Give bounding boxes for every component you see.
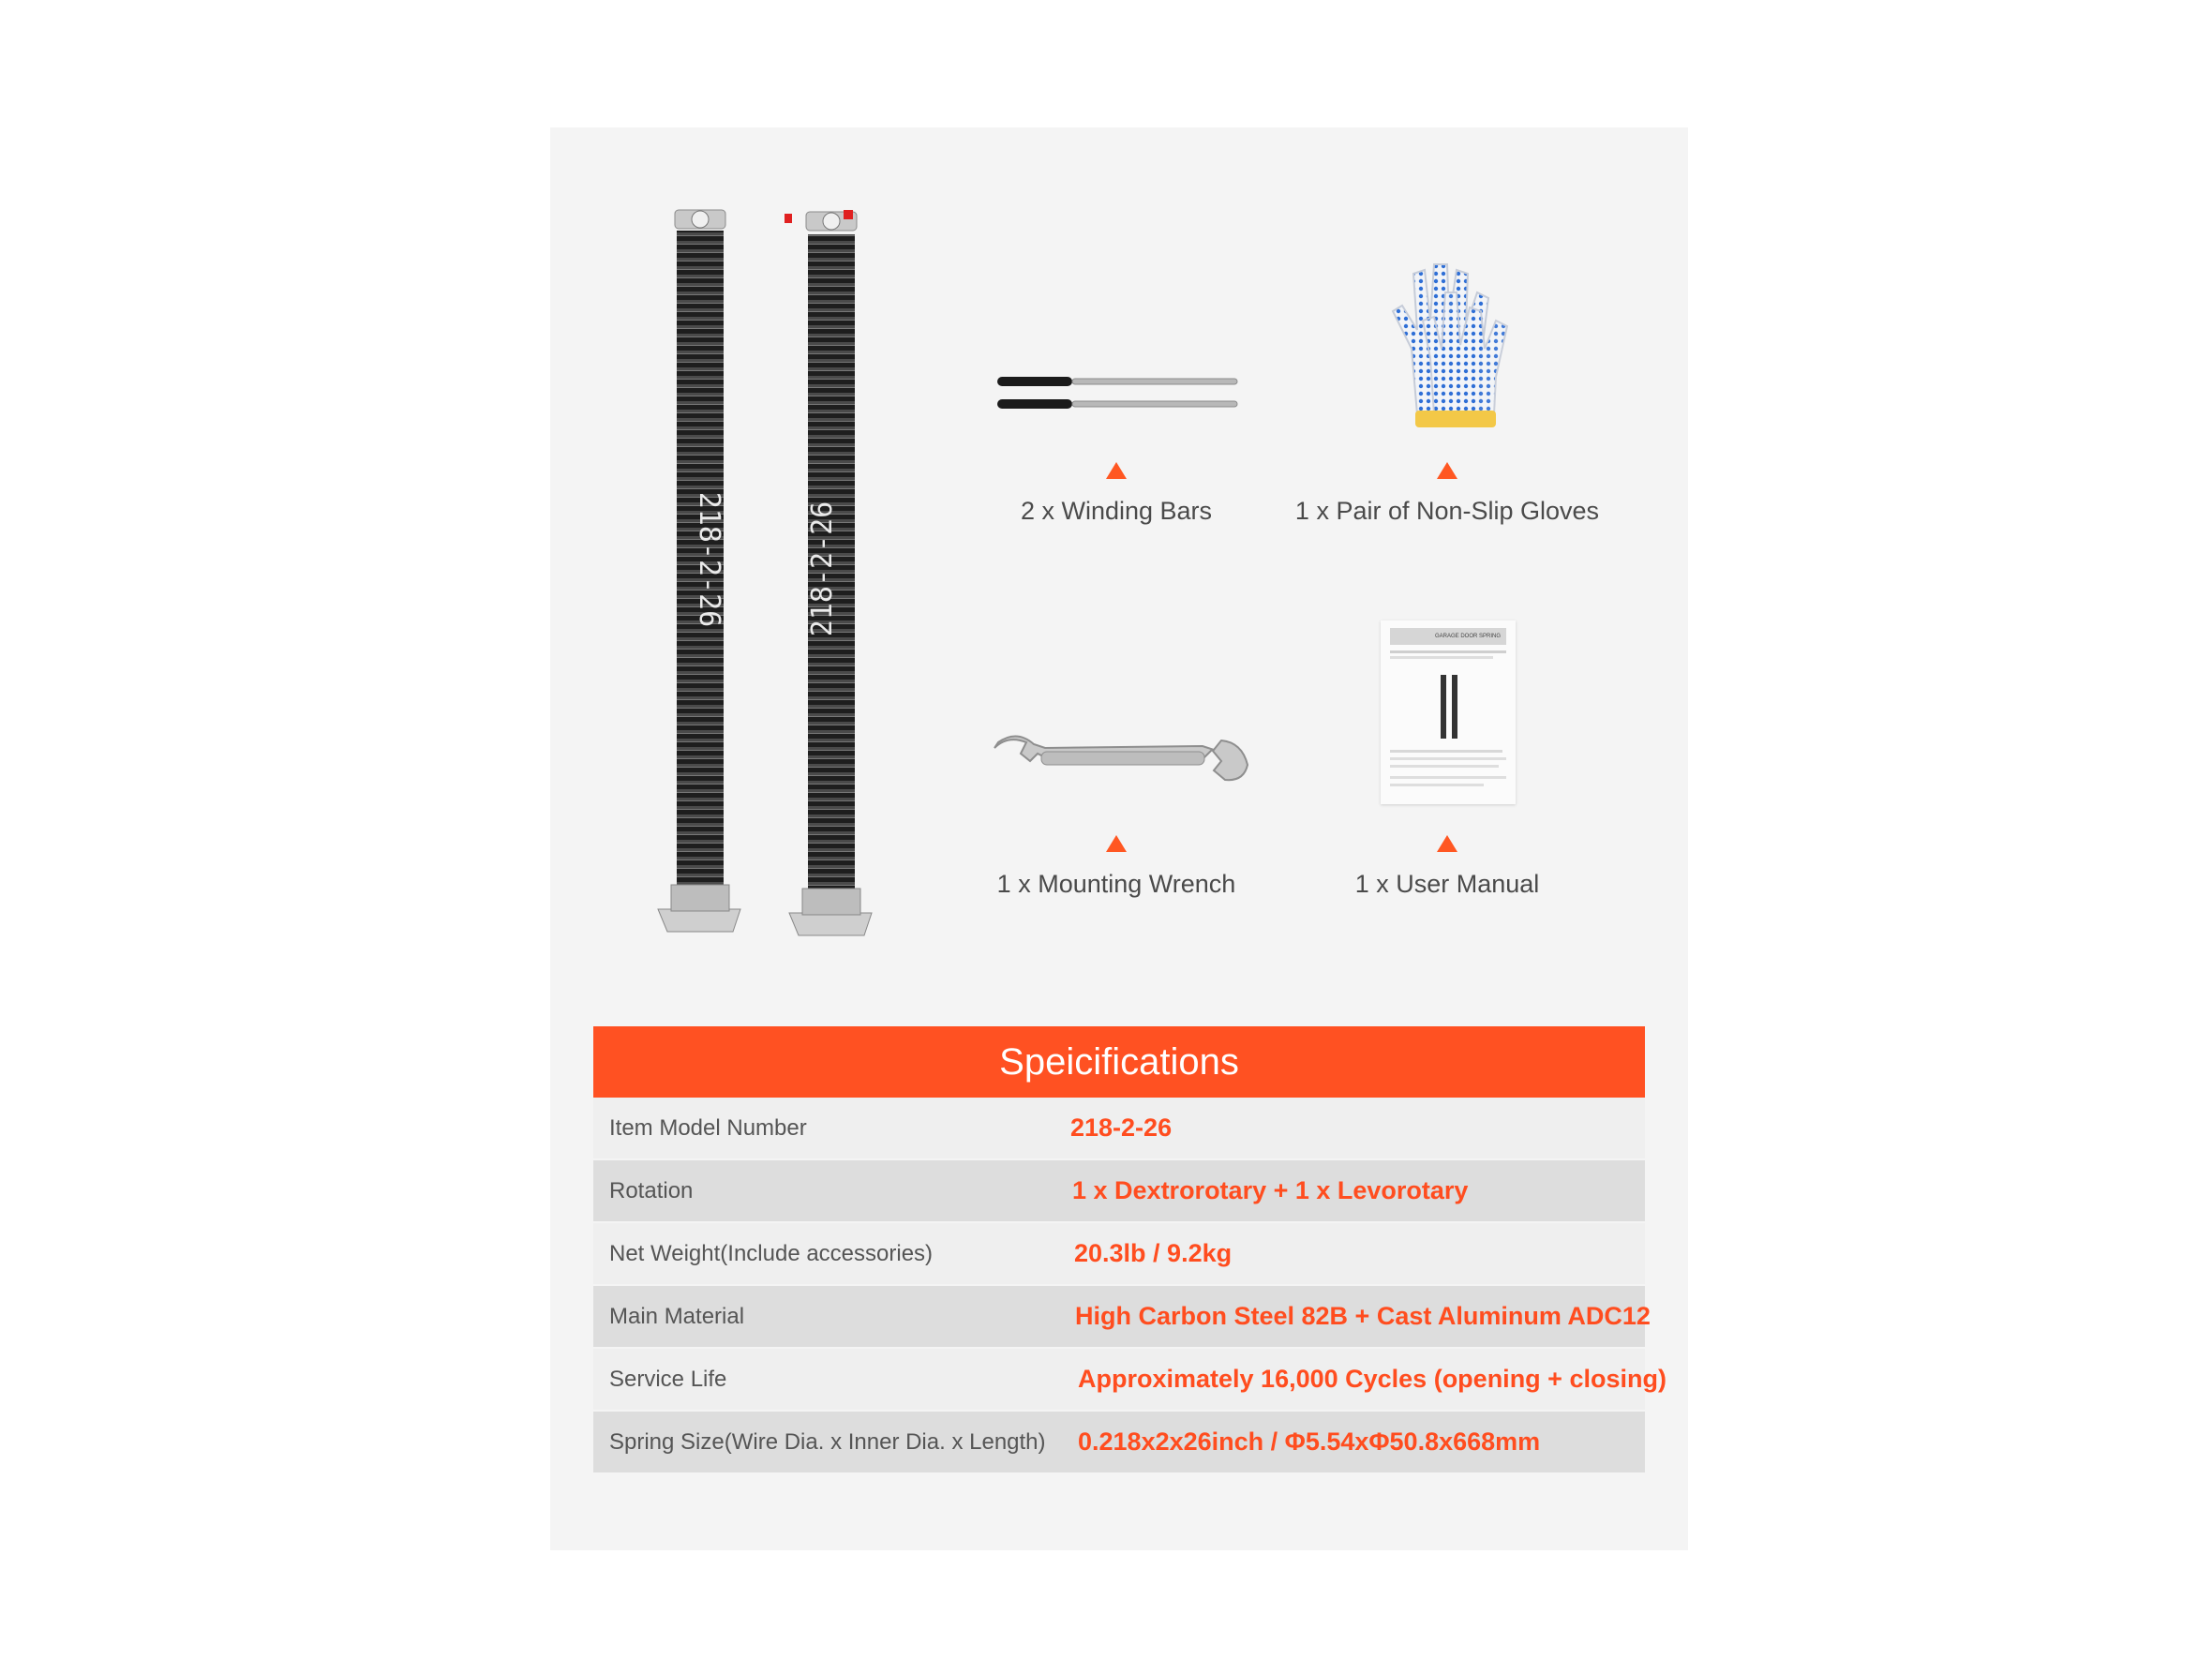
spec-key: Main Material bbox=[609, 1304, 745, 1329]
caption-wrench: 1 x Mounting Wrench bbox=[996, 870, 1236, 898]
spec-key: Rotation bbox=[609, 1178, 694, 1203]
pointer-triangle-icon bbox=[1437, 835, 1457, 852]
spec-key: Spring Size(Wire Dia. x Inner Dia. x Length) bbox=[609, 1429, 1046, 1455]
spec-row bbox=[593, 1349, 1666, 1410]
spec-row bbox=[593, 1412, 1645, 1472]
spec-row bbox=[593, 1098, 1645, 1158]
manual-header-bar bbox=[1390, 628, 1506, 645]
spec-key: Service Life bbox=[609, 1367, 727, 1392]
left-spring-label: 218-2-26 bbox=[693, 491, 725, 628]
spec-value: 218-2-26 bbox=[1070, 1113, 1173, 1142]
user-manual-image bbox=[1381, 620, 1516, 804]
caption-gloves: 1 x Pair of Non-Slip Gloves bbox=[1294, 497, 1600, 525]
caption-user-manual: 1 x User Manual bbox=[1354, 870, 1540, 898]
manual-title: GARAGE DOOR SPRING bbox=[1434, 634, 1501, 639]
spec-value: Approximately 16,000 Cycles (opening + closing) bbox=[1078, 1365, 1666, 1393]
spec-key: Net Weight(Include accessories) bbox=[609, 1241, 934, 1266]
left-spring bbox=[658, 210, 740, 932]
torsion-springs-image bbox=[647, 199, 904, 949]
spec-value: High Carbon Steel 82B + Cast Aluminum ADC12 bbox=[1075, 1302, 1651, 1330]
pointer-triangle-icon bbox=[1437, 462, 1457, 479]
pointer-triangle-icon bbox=[1106, 835, 1127, 852]
spec-row bbox=[593, 1286, 1651, 1347]
spec-row bbox=[593, 1223, 1645, 1284]
specifications-title: Speicifications bbox=[593, 1026, 1645, 1098]
wrench-image bbox=[989, 733, 1253, 789]
spec-value: 1 x Dextrorotary + 1 x Levorotary bbox=[1072, 1176, 1469, 1204]
right-spring-label: 218-2-26 bbox=[806, 501, 839, 637]
right-spring bbox=[785, 210, 872, 935]
spec-row bbox=[593, 1160, 1645, 1221]
pointer-triangle-icon bbox=[1106, 462, 1127, 479]
gloves-image bbox=[1380, 255, 1520, 435]
spec-key: Item Model Number bbox=[609, 1115, 807, 1141]
spec-value: 20.3lb / 9.2kg bbox=[1074, 1239, 1233, 1267]
caption-winding-bars: 2 x Winding Bars bbox=[1020, 497, 1213, 525]
winding-bars-image bbox=[992, 371, 1243, 418]
spec-value: 0.218x2x26inch / Φ5.54xΦ50.8x668mm bbox=[1078, 1427, 1541, 1456]
